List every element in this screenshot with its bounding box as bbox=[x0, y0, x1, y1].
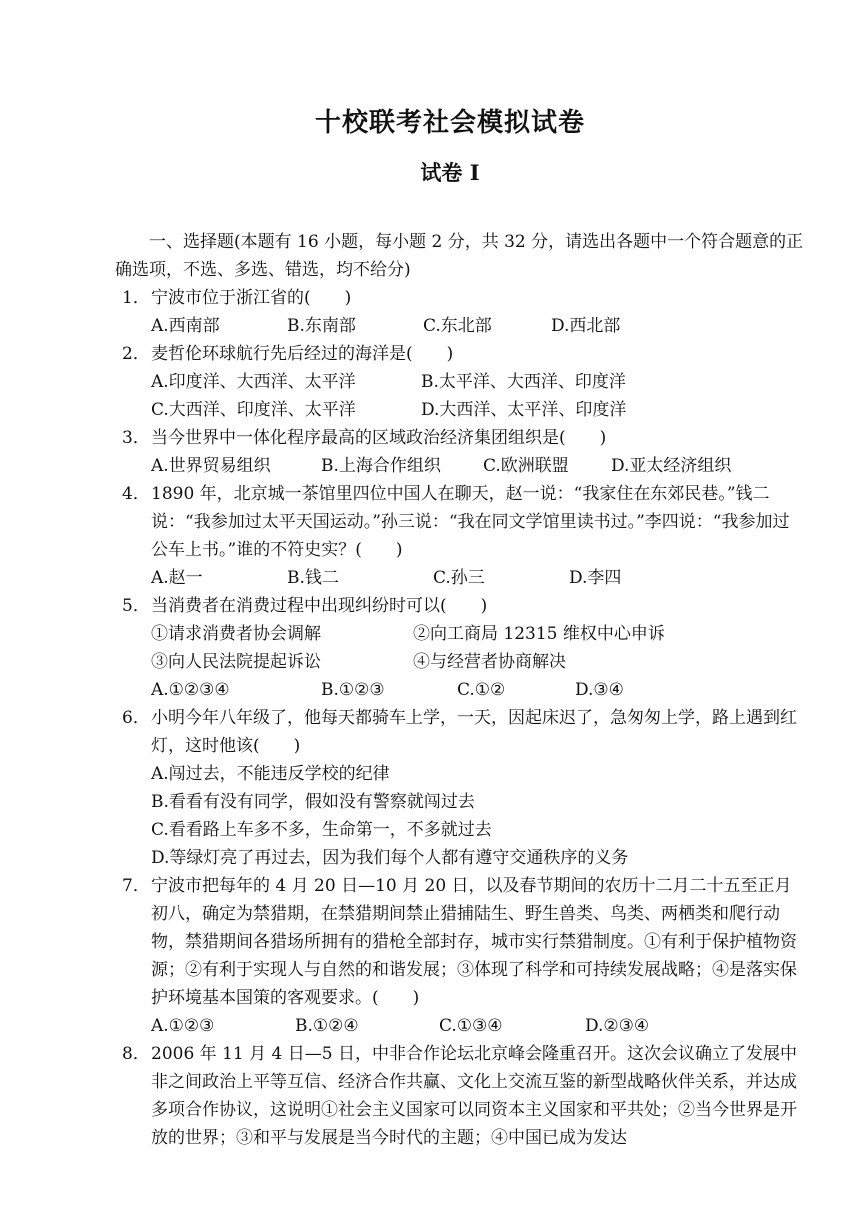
statement-2: ②向工商局 12315 维权中心申诉 bbox=[413, 624, 665, 644]
option-b: B.钱二 bbox=[287, 568, 339, 588]
option-b: B.太平洋、大西洋、印度洋 bbox=[421, 372, 626, 392]
question-text: 麦哲伦环球航行先后经过的海洋是( ) bbox=[151, 344, 454, 364]
question-2 bbox=[115, 340, 805, 424]
option-d: D.③④ bbox=[575, 680, 624, 700]
question-text: 宁波市位于浙江省的( ) bbox=[151, 288, 352, 308]
option-b: B.看看有没有同学，假如没有警察就闯过去 bbox=[151, 792, 475, 812]
option-d: D.亚太经济组织 bbox=[611, 456, 732, 476]
paper-subtitle: 试卷 I bbox=[420, 160, 480, 185]
question-text: 当消费者在消费过程中出现纠纷时可以( ) bbox=[151, 596, 488, 616]
option-a: A.赵一 bbox=[151, 568, 203, 588]
option-d: D.西北部 bbox=[551, 316, 621, 336]
question-5 bbox=[115, 592, 805, 704]
question-7 bbox=[115, 872, 805, 1040]
option-b: B.①②③ bbox=[321, 680, 385, 700]
option-d: D.大西洋、太平洋、印度洋 bbox=[421, 400, 627, 420]
question-3 bbox=[115, 424, 805, 480]
option-a: A.①②③④ bbox=[151, 680, 230, 700]
option-a: A.西南部 bbox=[151, 316, 220, 336]
question-text: 宁波市把每年的 4 月 20 日—10 月 20 日，以及春节期间的农历十二月二十五至正月初八，确定为禁猎期，在禁猎期间禁止猎捕陆生、野生兽类、鸟类、两栖类和爬行动物，禁猎期间各猎场所拥有的猎枪全部封存，城市实行禁猎制度。①有利于保护植物资源；②有利于实现人与自然的和谐发展；③体现了科学和可持续发展战略；④是落实保护环境基本国策的客观要求。( ) bbox=[151, 876, 797, 1008]
option-a: A.闯过去，不能违反学校的纪律 bbox=[151, 764, 390, 784]
question-number: 1． bbox=[122, 288, 150, 308]
option-c: C.看看路上车多不多，生命第一，不多就过去 bbox=[151, 820, 492, 840]
exam-title: 十校联考社会模拟试卷 bbox=[314, 108, 585, 138]
question-1 bbox=[115, 284, 805, 340]
question-number: 6． bbox=[122, 708, 150, 728]
question-number: 3． bbox=[122, 428, 150, 448]
statement-4: ④与经营者协商解决 bbox=[413, 652, 566, 672]
question-text: 2006 年 11 月 4 日—5 日，中非合作论坛北京峰会隆重召开。这次会议确立了发展中非之间政治上平等互信、经济合作共赢、文化上交流互鉴的新型战略伙伴关系，并达成多项合作协议，这说明①社会主义国家可以同资本主义国家和平共处；②当今世界是开放的世界；③和平与发展是当今时代的主题；④中国已成为发达 bbox=[151, 1044, 797, 1148]
option-c: C.东北部 bbox=[423, 316, 492, 336]
option-d: D.李四 bbox=[569, 568, 622, 588]
question-text: 当今世界中一体化程序最高的区域政治经济集团组织是( ) bbox=[151, 428, 607, 448]
question-number: 5． bbox=[122, 596, 150, 616]
question-number: 2． bbox=[122, 344, 150, 364]
section-instructions: 一、选择题(本题有 16 小题，每小题 2 分，共 32 分，请选出各题中一个符合题意的正确选项，不选、多选、错选，均不给分) bbox=[115, 232, 804, 280]
question-text: 1890 年，北京城一茶馆里四位中国人在聊天，赵一说：“我家住在东郊民巷。”钱二说：“我参加过太平天国运动。”孙三说：“我在同文学馆里读书过。”李四说：“我参加过公车上书。”谁的不符史实？( ) bbox=[151, 484, 790, 560]
option-a: A.印度洋、大西洋、太平洋 bbox=[151, 372, 356, 392]
option-b: B.东南部 bbox=[287, 316, 356, 336]
option-c: C.大西洋、印度洋、太平洋 bbox=[151, 400, 356, 420]
option-c: C.①② bbox=[457, 680, 506, 700]
option-c: C.①③④ bbox=[439, 1016, 503, 1036]
option-d: D.②③④ bbox=[585, 1016, 650, 1036]
option-b: B.①②④ bbox=[295, 1016, 359, 1036]
option-c: C.孙三 bbox=[433, 568, 485, 588]
question-number: 8． bbox=[122, 1044, 150, 1064]
option-d: D.等绿灯亮了再过去，因为我们每个人都有遵守交通秩序的义务 bbox=[151, 848, 629, 868]
option-b: B.上海合作组织 bbox=[321, 456, 441, 476]
option-a: A.①②③ bbox=[151, 1016, 215, 1036]
option-c: C.欧洲联盟 bbox=[483, 456, 569, 476]
question-text: 小明今年八年级了，他每天都骑车上学，一天，因起床迟了，急匆匆上学，路上遇到红灯，这时他该( ) bbox=[151, 708, 797, 756]
statement-3: ③向人民法院提起诉讼 bbox=[151, 652, 321, 672]
question-4 bbox=[115, 480, 805, 592]
question-8 bbox=[115, 1040, 805, 1152]
statement-1: ①请求消费者协会调解 bbox=[151, 624, 321, 644]
question-number: 4． bbox=[122, 484, 150, 504]
exam-content bbox=[115, 228, 805, 1152]
question-number: 7． bbox=[122, 876, 150, 896]
question-6 bbox=[115, 704, 805, 872]
option-a: A.世界贸易组织 bbox=[151, 456, 271, 476]
